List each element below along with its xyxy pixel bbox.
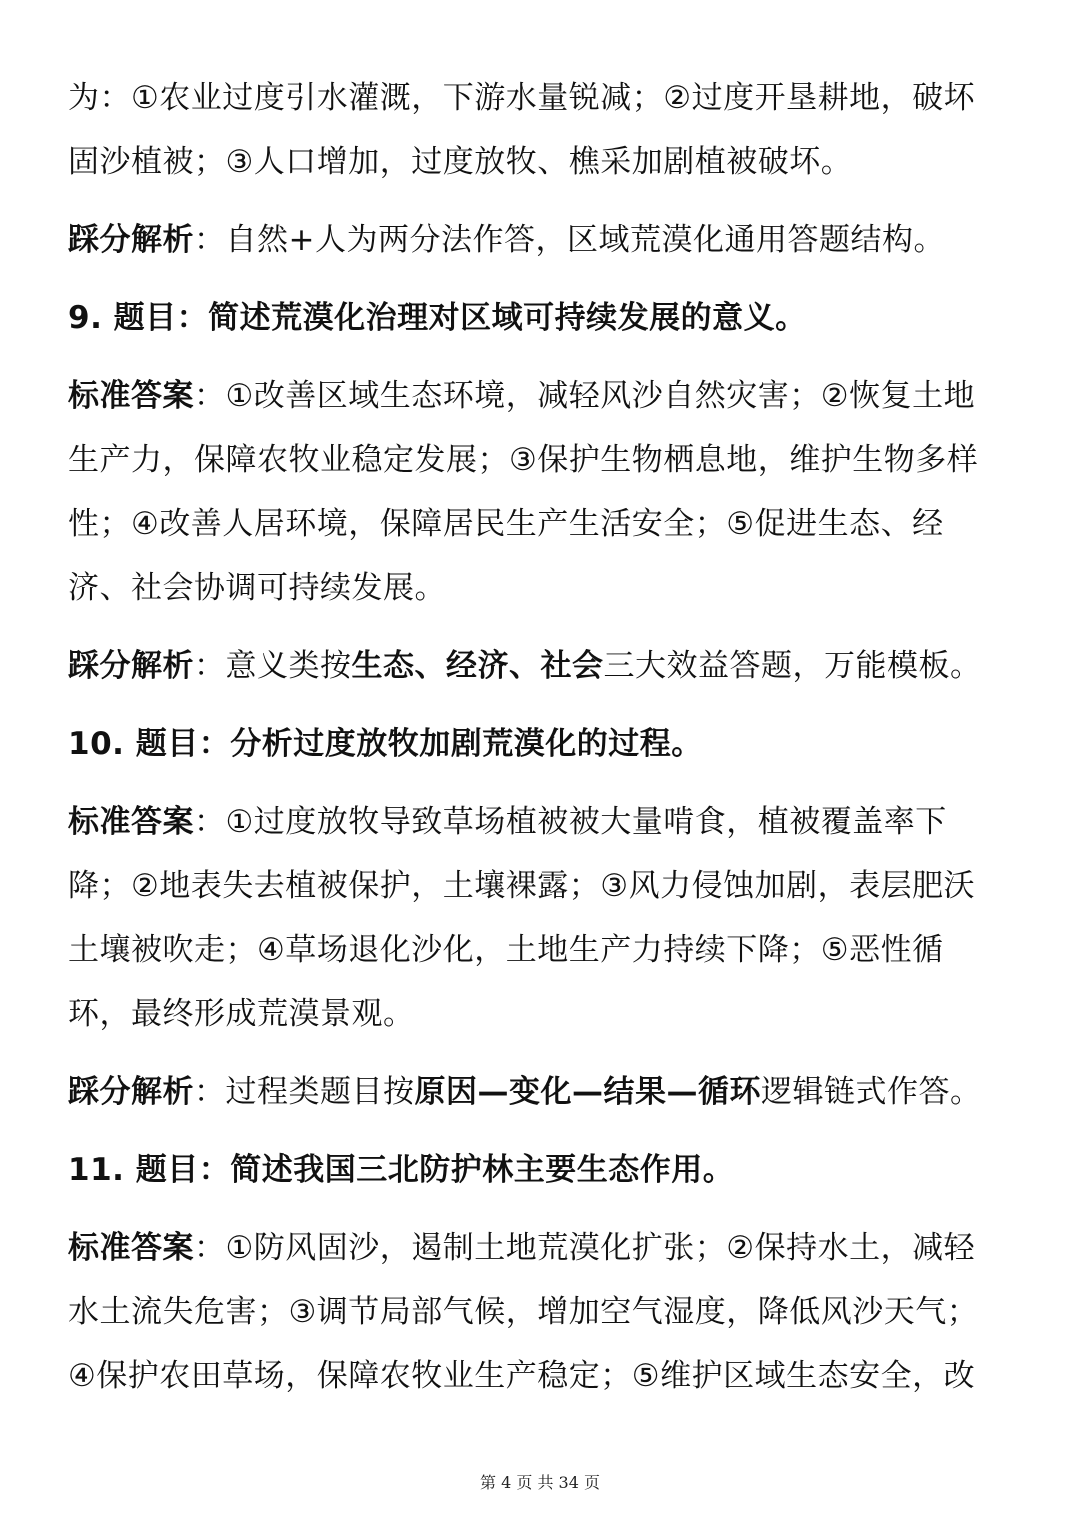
analysis-text-pre: ：过程类题目按 bbox=[194, 1074, 415, 1110]
answer-label: 标准答案 bbox=[68, 1230, 194, 1266]
analysis-8 bbox=[68, 208, 988, 272]
question-9-answer bbox=[68, 364, 988, 620]
question-10-analysis bbox=[68, 1060, 988, 1124]
answer-label: 标准答案 bbox=[68, 804, 194, 840]
question-11-title: 11. 题目：简述我国三北防护林主要生态作用。 bbox=[68, 1152, 735, 1188]
question-10-title: 10. 题目：分析过度放牧加剧荒漠化的过程。 bbox=[68, 726, 703, 762]
analysis-label: 踩分解析 bbox=[68, 648, 194, 684]
analysis-text-bold: 生态、经济、社会 bbox=[351, 648, 604, 684]
analysis-text-post: 三大效益答题，万能模板。 bbox=[603, 648, 982, 684]
question-11-answer bbox=[68, 1216, 988, 1408]
answer-continuation-text: 为：①农业过度引水灌溉，下游水量锐减；②过度开垦耕地，破坏固沙植被；③人口增加，过度放牧、樵采加剧植被破坏。 bbox=[68, 80, 976, 180]
answer-text: ：①改善区域生态环境，减轻风沙自然灾害；②恢复土地生产力，保障农牧业稳定发展；③保护生物栖息地，维护生物多样性；④改善人居环境，保障居民生产生活安全；⑤促进生态、经济、社会协调可持续发展。 bbox=[68, 378, 979, 606]
analysis-text-bold: 原因—变化—结果—循环 bbox=[414, 1074, 761, 1110]
analysis-label: 踩分解析 bbox=[68, 222, 194, 258]
question-10-answer bbox=[68, 790, 988, 1046]
analysis-text-pre: ：意义类按 bbox=[194, 648, 352, 684]
answer-text: ：①过度放牧导致草场植被被大量啃食，植被覆盖率下降；②地表失去植被保护，土壤裸露；③风力侵蚀加剧，表层肥沃土壤被吹走；④草场退化沙化，土地生产力持续下降；⑤恶性循环，最终形成荒漠景观。 bbox=[68, 804, 976, 1032]
answer-text: ：①防风固沙，遏制土地荒漠化扩张；②保持水土，减轻水土流失危害；③调节局部气候，增加空气湿度，降低风沙天气；④保护农田草场，保障农牧业生产稳定；⑤维护区域生态安全，改 bbox=[68, 1230, 979, 1394]
question-9-analysis bbox=[68, 634, 988, 698]
question-9-title: 9. 题目：简述荒漠化治理对区域可持续发展的意义。 bbox=[68, 300, 807, 336]
analysis-label: 踩分解析 bbox=[68, 1074, 194, 1110]
page-content bbox=[68, 66, 988, 1422]
page-number-footer: 第 4 页 共 34 页 bbox=[480, 1473, 600, 1492]
answer-label: 标准答案 bbox=[68, 378, 194, 414]
analysis-text: ：自然+人为两分法作答，区域荒漠化通用答题结构。 bbox=[194, 222, 945, 258]
answer-continuation bbox=[68, 66, 988, 194]
analysis-text-post: 逻辑链式作答。 bbox=[761, 1074, 982, 1110]
